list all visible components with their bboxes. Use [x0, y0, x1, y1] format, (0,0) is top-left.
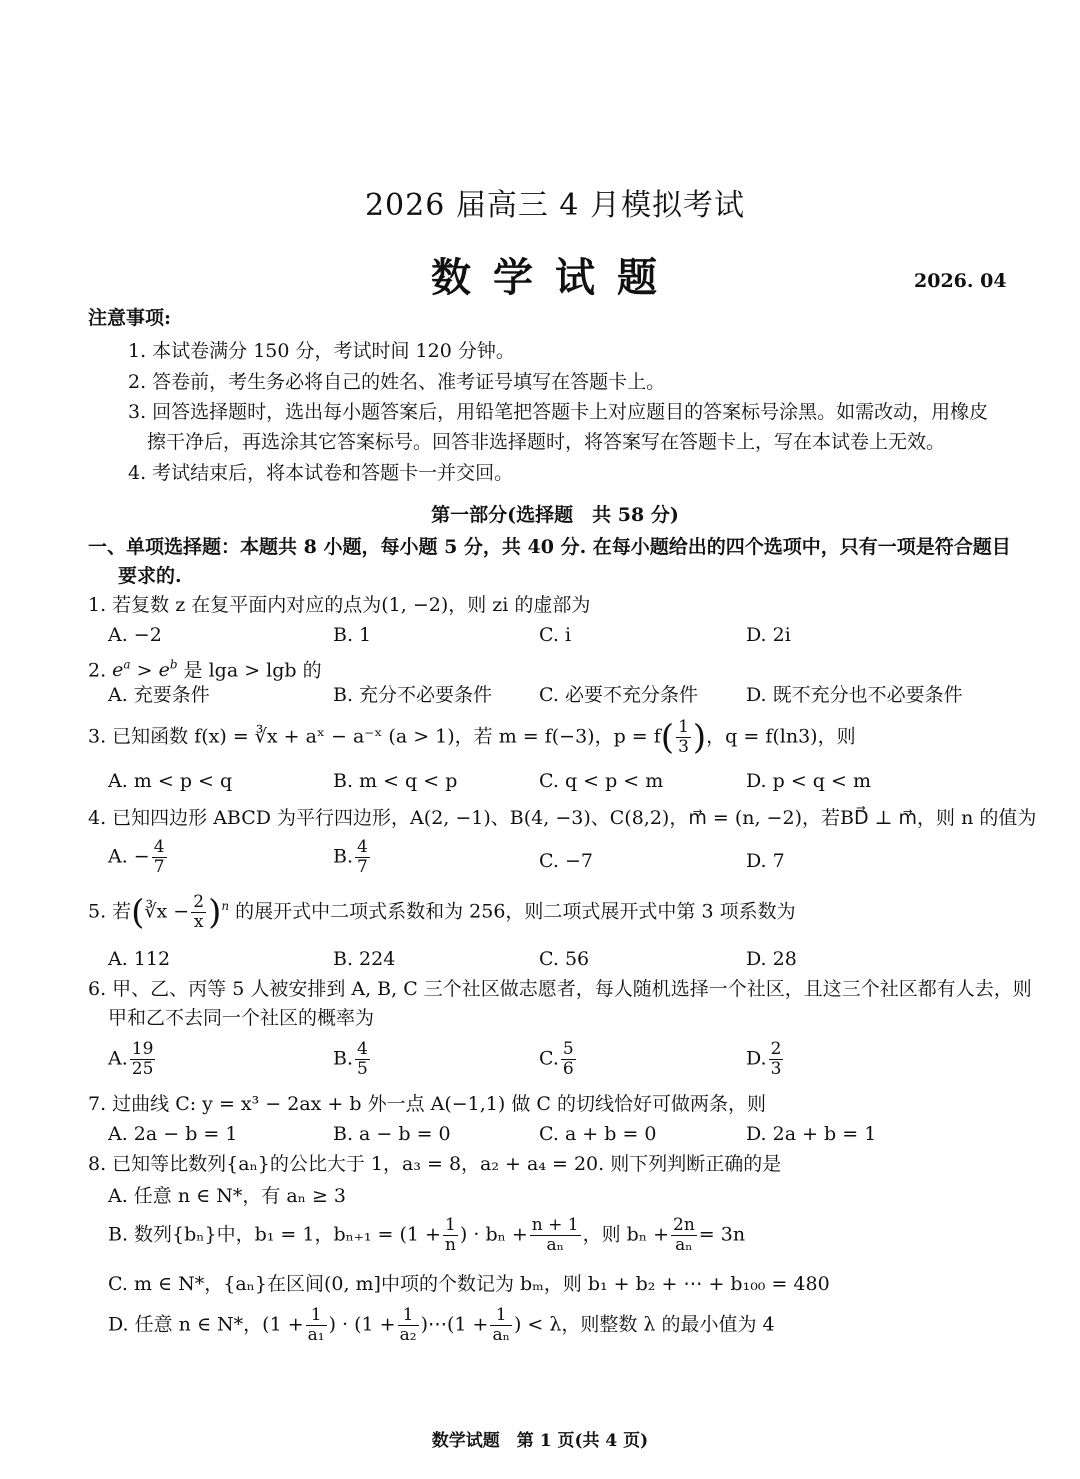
section-heading: 一、单项选择题：本题共 8 小题，每小题 5 分，共 40 分. 在每小题给出的四个选项中，只有一项是符合题目: [88, 536, 1011, 558]
q2-stem-tail: 是 lga > lgb 的: [177, 659, 322, 682]
q4-option-d: D. 7: [746, 850, 785, 872]
notice-item: 3. 回答选择题时，选出每小题答案后，用铅笔把答题卡上对应题目的答案标号涂黑。如需改动，用橡皮: [128, 401, 989, 423]
notice-item: 2. 答卷前，考生务必将自己的姓名、准考证号填写在答题卡上。: [128, 371, 666, 393]
q7-option-d: D. 2a + b = 1: [746, 1123, 877, 1145]
q1-option-d: D. 2i: [746, 624, 791, 646]
q7-option-c: C. a + b = 0: [539, 1123, 657, 1145]
q1-option-c: C. i: [539, 624, 572, 646]
q7-option-b: B. a − b = 0: [333, 1123, 451, 1145]
q4-option-b: B. $\frac{4}{7}$: [333, 837, 368, 877]
section-heading-cont: 要求的.: [118, 565, 182, 587]
q4-option-c: C. −7: [539, 850, 593, 872]
q7-option-a: A. 2a − b = 1: [108, 1123, 238, 1145]
notice-heading: 注意事项:: [88, 307, 172, 329]
notice-item: 擦干净后，再选涂其它答案标号。回答非选择题时，将答案写在答题卡上，写在本试卷上无效。: [147, 431, 946, 453]
q8-option-a: A. 任意 n ∈ N*，有 aₙ ≥ 3: [108, 1185, 347, 1207]
q3-stem: 3. 已知函数 f(x) = ∛x + aˣ − a⁻ˣ (a > 1)，若 m = f(−3)，p = f( $\frac{1}{3}$ )，q = f(ln3)，则: [88, 717, 856, 758]
q1-option-b: B. 1: [333, 624, 372, 646]
q8-option-d: D. 任意 n ∈ N*，(1 + $\frac{1}{\text{a₁}}$ ) · (1 + $\frac{1}{\text{a₂}}$ )⋯(1 + $\frac{1}{\text{aₙ}}$ ) < λ，则整数 λ 的最小值为 4: [108, 1305, 775, 1345]
q6-option-d: D. $\frac{2}{3}$: [746, 1039, 782, 1079]
q8-stem: 8. 已知等比数列{aₙ}的公比大于 1，a₃ = 8，a₂ + a₄ = 20. 则下列判断正确的是: [88, 1153, 782, 1175]
q3-option-c: C. q < p < m: [539, 770, 664, 792]
subject-title: 数学试题: [431, 254, 679, 301]
q4-option-a: A. − $\frac{4}{7}$: [108, 837, 165, 877]
q7-stem: 7. 过曲线 C: y = x³ − 2ax + b 外一点 A(−1,1) 做 C 的切线恰好可做两条，则: [88, 1093, 766, 1115]
q6-option-b: B. $\frac{4}{5}$: [333, 1039, 368, 1079]
q3-option-a: A. m < p < q: [108, 770, 233, 792]
q8-option-b: B. 数列{bₙ}中，b₁ = 1，bₙ₊₁ = (1 + $\frac{1}{n}$ ) · bₙ + $\frac{n + 1}{\text{aₙ}}$ ，则 bₙ + $\frac{2n}{\text{aₙ}}$ = 3n: [108, 1215, 746, 1255]
exam-title: 2026 届高三 4 月模拟考试: [364, 188, 746, 223]
q2-option-c: C. 必要不充分条件: [539, 684, 698, 706]
q3-stem-pre: 3. 已知函数 f(x) = ∛x + aˣ − a⁻ˣ (a > 1)，若 m = f(−3)，p = f: [88, 725, 661, 748]
q3-option-d: D. p < q < m: [746, 770, 871, 792]
q3-option-b: B. m < q < p: [333, 770, 458, 792]
q6-option-a: A. $\frac{19}{25}$: [108, 1039, 154, 1079]
q5-stem: 5. 若(∛x − $\frac{2}{x}$ )$^n$ 的展开式中二项式系数和为 256，则二项式展开式中第 3 项系数为: [88, 892, 796, 933]
q5-option-c: C. 56: [539, 948, 590, 970]
q4-stem: 4. 已知四边形 ABCD 为平行四边形，A(2, −1)、B(4, −3)、C(8,2)，m⃗ = (n, −2)，若BD⃗ ⊥ m⃗，则 n 的值为: [88, 807, 1037, 829]
part1-title: 第一部分(选择题 共 58 分): [431, 504, 679, 526]
q2-option-d: D. 既不充分也不必要条件: [746, 684, 963, 706]
q6-stem: 6. 甲、乙、丙等 5 人被安排到 A, B, C 三个社区做志愿者，每人随机选择一个社区，且这三个社区都有人去，则: [88, 978, 1032, 1000]
q8-option-c: C. m ∈ N*，{aₙ}在区间(0, m]中项的个数记为 bₘ，则 b₁ + b₂ + ⋯ + b₁₀₀ = 480: [108, 1273, 830, 1295]
q1-option-a: A. −2: [108, 624, 162, 646]
page-footer: 数学试题 第 1 页(共 4 页): [431, 1431, 649, 1451]
notice-item: 1. 本试卷满分 150 分，考试时间 120 分钟。: [128, 340, 515, 362]
q6-stem-cont: 甲和乙不去同一个社区的概率为: [108, 1007, 375, 1029]
q2-option-b: B. 充分不必要条件: [333, 684, 493, 706]
q1-stem: 1. 若复数 z 在复平面内对应的点为(1, −2)，则 zi 的虚部为: [88, 594, 591, 616]
q2-stem: 2. $e^a > e^b$ 是 lga > lgb 的: [88, 658, 322, 682]
q5-option-b: B. 224: [333, 948, 396, 970]
q5-option-d: D. 28: [746, 948, 797, 970]
q2-option-a: A. 充要条件: [108, 684, 210, 706]
notice-item: 4. 考试结束后，将本试卷和答题卡一并交回。: [128, 462, 514, 484]
exam-date: 2026. 04: [914, 270, 1007, 292]
q6-option-c: C. $\frac{5}{6}$: [539, 1039, 574, 1079]
q5-option-a: A. 112: [108, 948, 171, 970]
q3-stem-post: ，q = f(ln3)，则: [706, 725, 856, 748]
q3-fraction: $\frac{1}{3}$: [678, 717, 689, 757]
